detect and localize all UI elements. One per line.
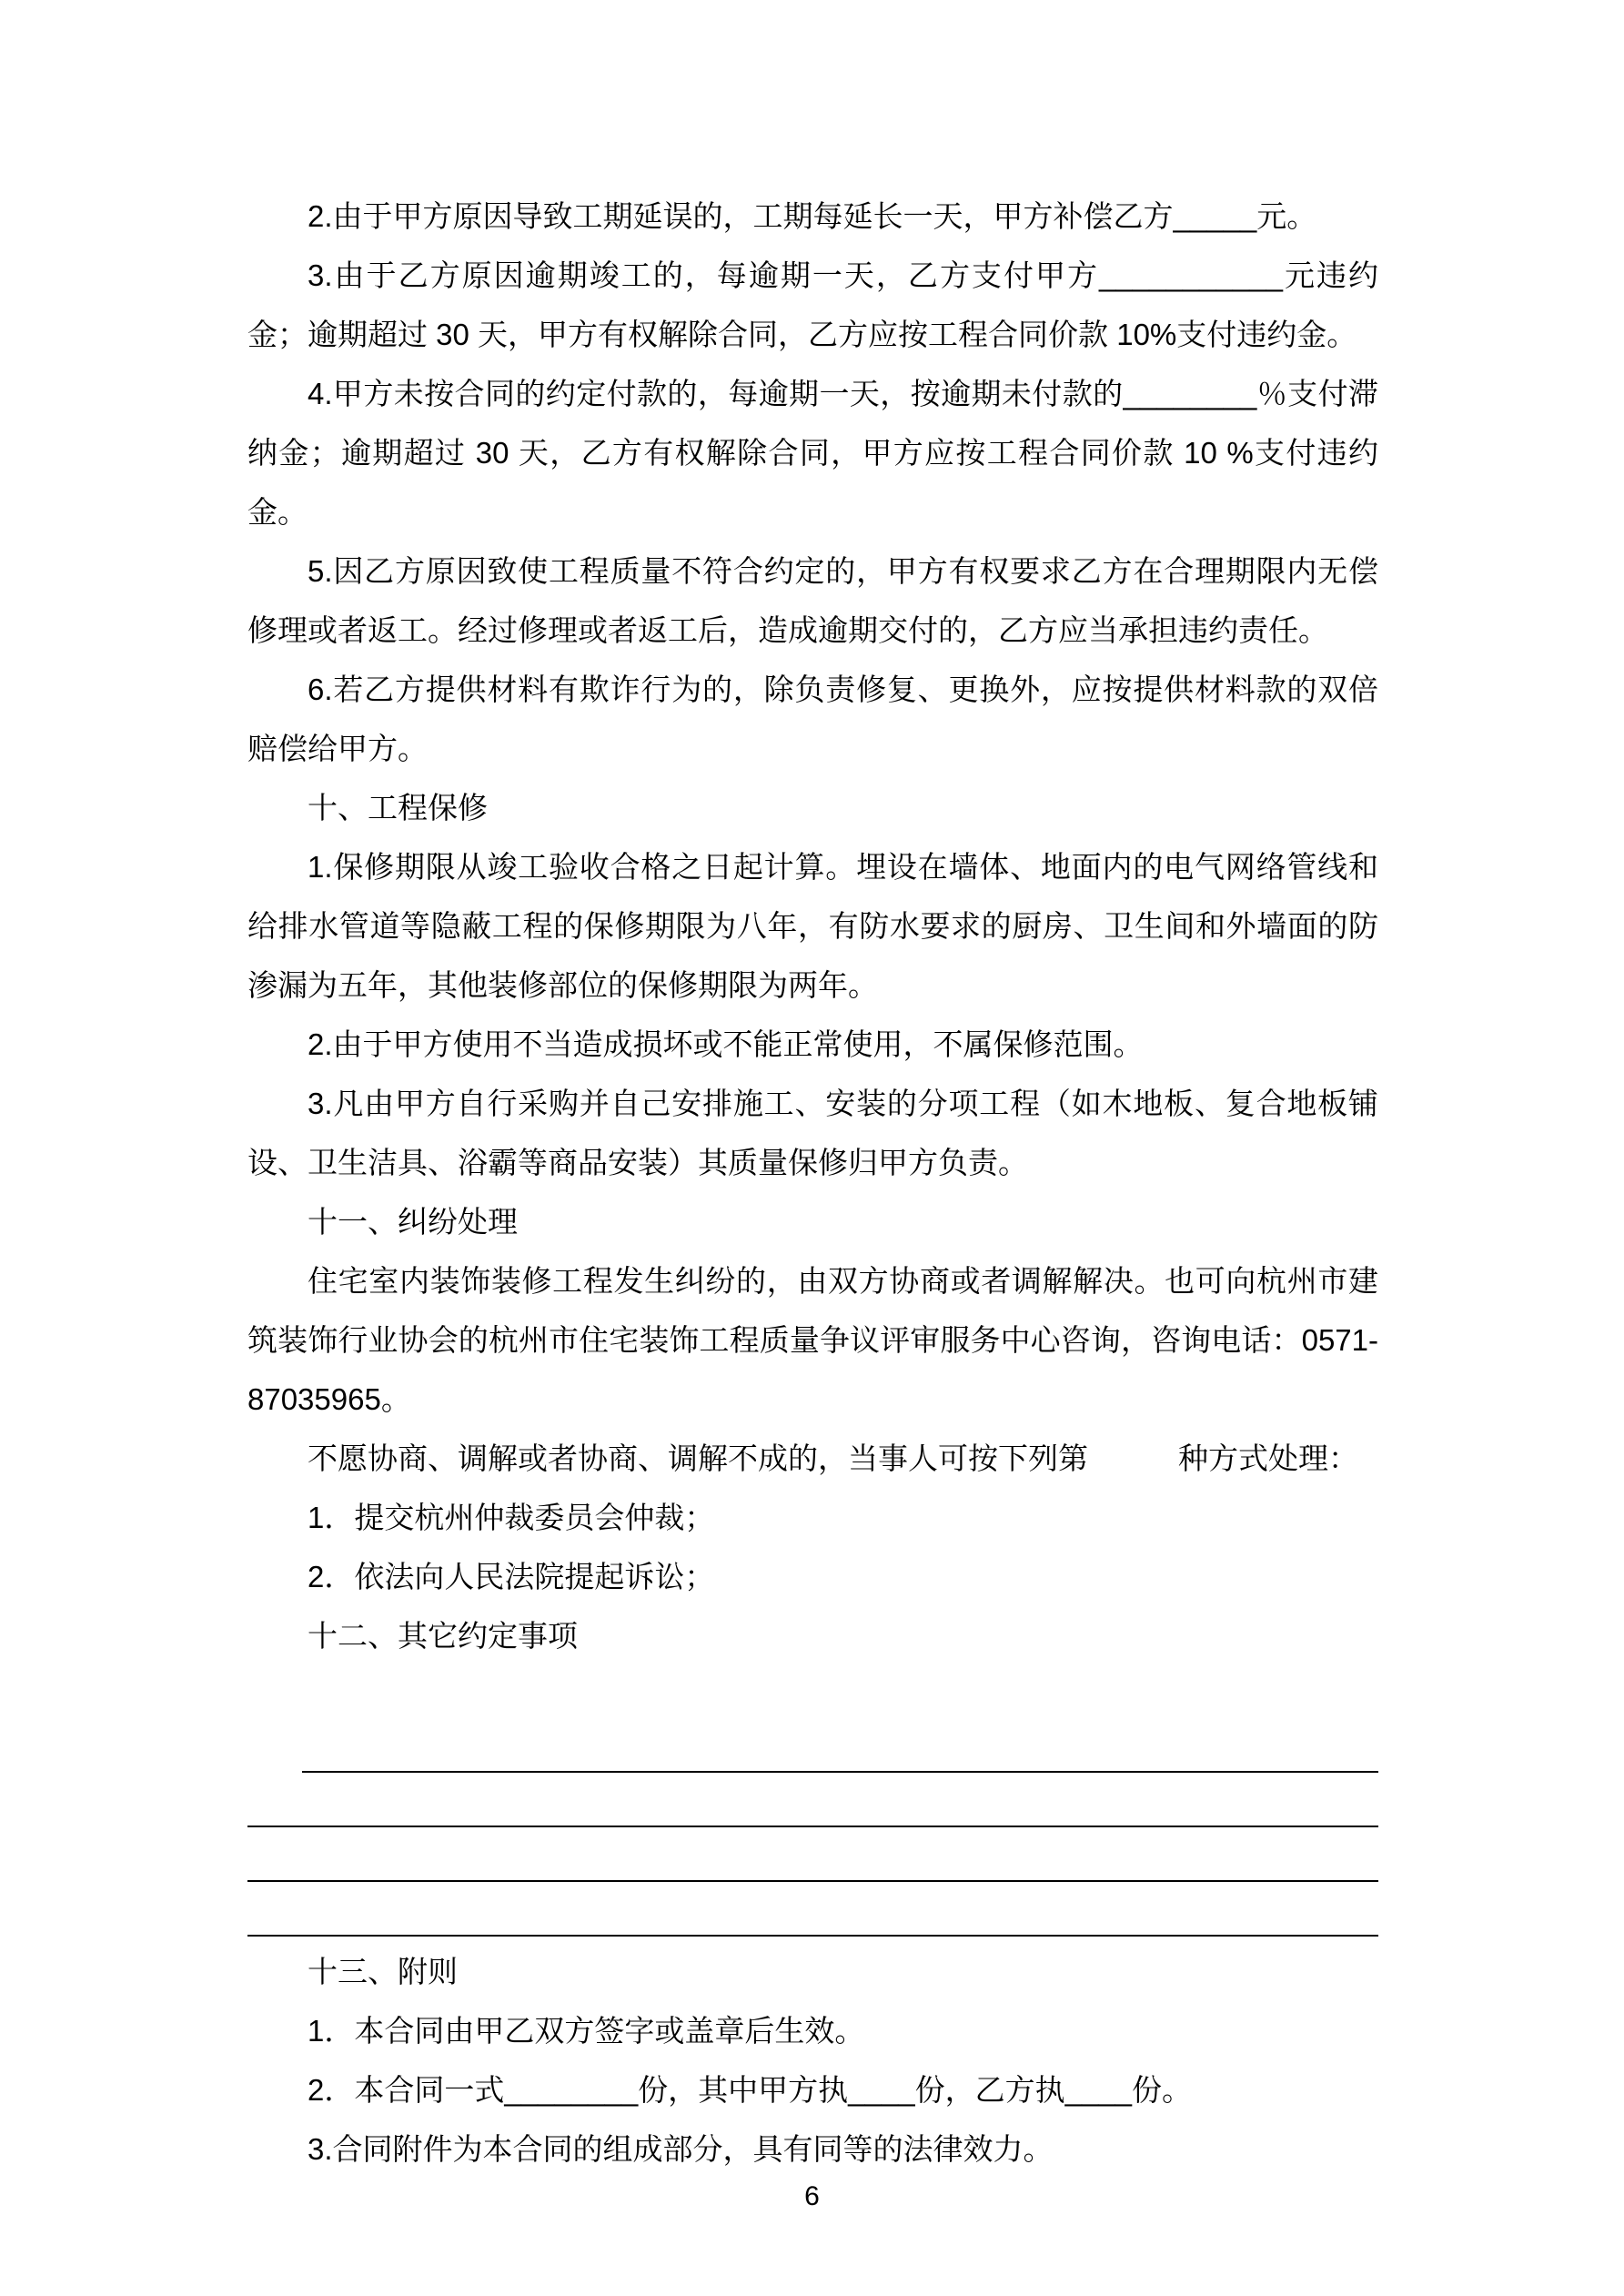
blank-line [247,1882,1378,1937]
clause-dispute-method-choice: 不愿协商、调解或者协商、调解不成的，当事人可按下列第 种方式处理： [308,1441,1358,1475]
blank-line [247,1773,1378,1827]
contract-body [247,187,1378,2179]
clause-annex-legal-effect: 3.合同附件为本合同的组成部分，具有同等的法律效力。 [308,2132,1054,2166]
clause-dispute-consultation: 住宅室内装饰装修工程发生纠纷的，由双方协商或者调解解决。也可向杭州市建筑装饰行业协会的杭州市住宅装饰工程质量争议评审服务中心咨询，咨询电话：0571-87035965。 [247,1264,1378,1416]
clause-copies-of-contract: 2．本合同一式________份，其中甲方执____份，乙方执____份。 [308,2073,1193,2107]
section-heading-dispute-resolution: 十一、纠纷处理 [308,1205,518,1239]
clause-warranty-owner-purchased: 3.凡由甲方自行采购并自己安排施工、安装的分项工程（如木地板、复合地板铺设、卫生洁具、浴霸等商品安装）其质量保修归甲方负责。 [247,1087,1378,1179]
clause-warranty-periods: 1.保修期限从竣工验收合格之日起计算。埋设在墙体、地面内的电气网络管线和给排水管道等隐蔽工程的保修期限为八年，有防水要求的厨房、卫生间和外墙面的防渗漏为五年，其他装修部位的保修期限为两年。 [247,850,1378,1002]
clause-material-fraud: 6.若乙方提供材料有欺诈行为的，除负责修复、更换外，应按提供材料款的双倍赔偿给甲方。 [247,673,1378,765]
clause-penalty-late-payment: 4.甲方未按合同的约定付款的，每逾期一天，按逾期未付款的________％支付滞纳金；逾期超过 30 天，乙方有权解除合同，甲方应按工程合同价款 10 %支付违约金。 [247,377,1378,529]
section-heading-other-agreements: 十二、其它约定事项 [308,1619,578,1653]
blank-line [302,1718,1378,1773]
section-heading-warranty: 十、工程保修 [308,791,488,824]
clause-penalty-late-completion: 3.由于乙方原因逾期竣工的，每逾期一天，乙方支付甲方___________元违约金；逾期超过 30 天，甲方有权解除合同，乙方应按工程合同价款 10%支付违约金。 [247,258,1378,351]
clause-warranty-exclusion-misuse: 2.由于甲方使用不当造成损坏或不能正常使用，不属保修范围。 [308,1027,1144,1061]
page-number: 6 [804,2181,820,2211]
clause-effective-on-signature: 1．本合同由甲乙双方签字或盖章后生效。 [308,2014,865,2048]
clause-compensation-delay-by-owner: 2.由于甲方原因导致工期延误的，工期每延长一天，甲方补偿乙方_____元。 [308,199,1317,233]
blank-line [247,1827,1378,1882]
clause-dispute-arbitration: 1．提交杭州仲裁委员会仲裁； [308,1501,715,1534]
clause-quality-repair-rework: 5.因乙方原因致使工程质量不符合约定的，甲方有权要求乙方在合理期限内无偿修理或者返工。经过修理或者返工后，造成逾期交付的，乙方应当承担违约责任。 [247,554,1378,647]
clause-dispute-litigation: 2．依法向人民法院提起诉讼； [308,1560,715,1593]
section-heading-supplementary: 十三、附则 [308,1955,458,1988]
blank-writing-lines [247,1718,1378,1937]
